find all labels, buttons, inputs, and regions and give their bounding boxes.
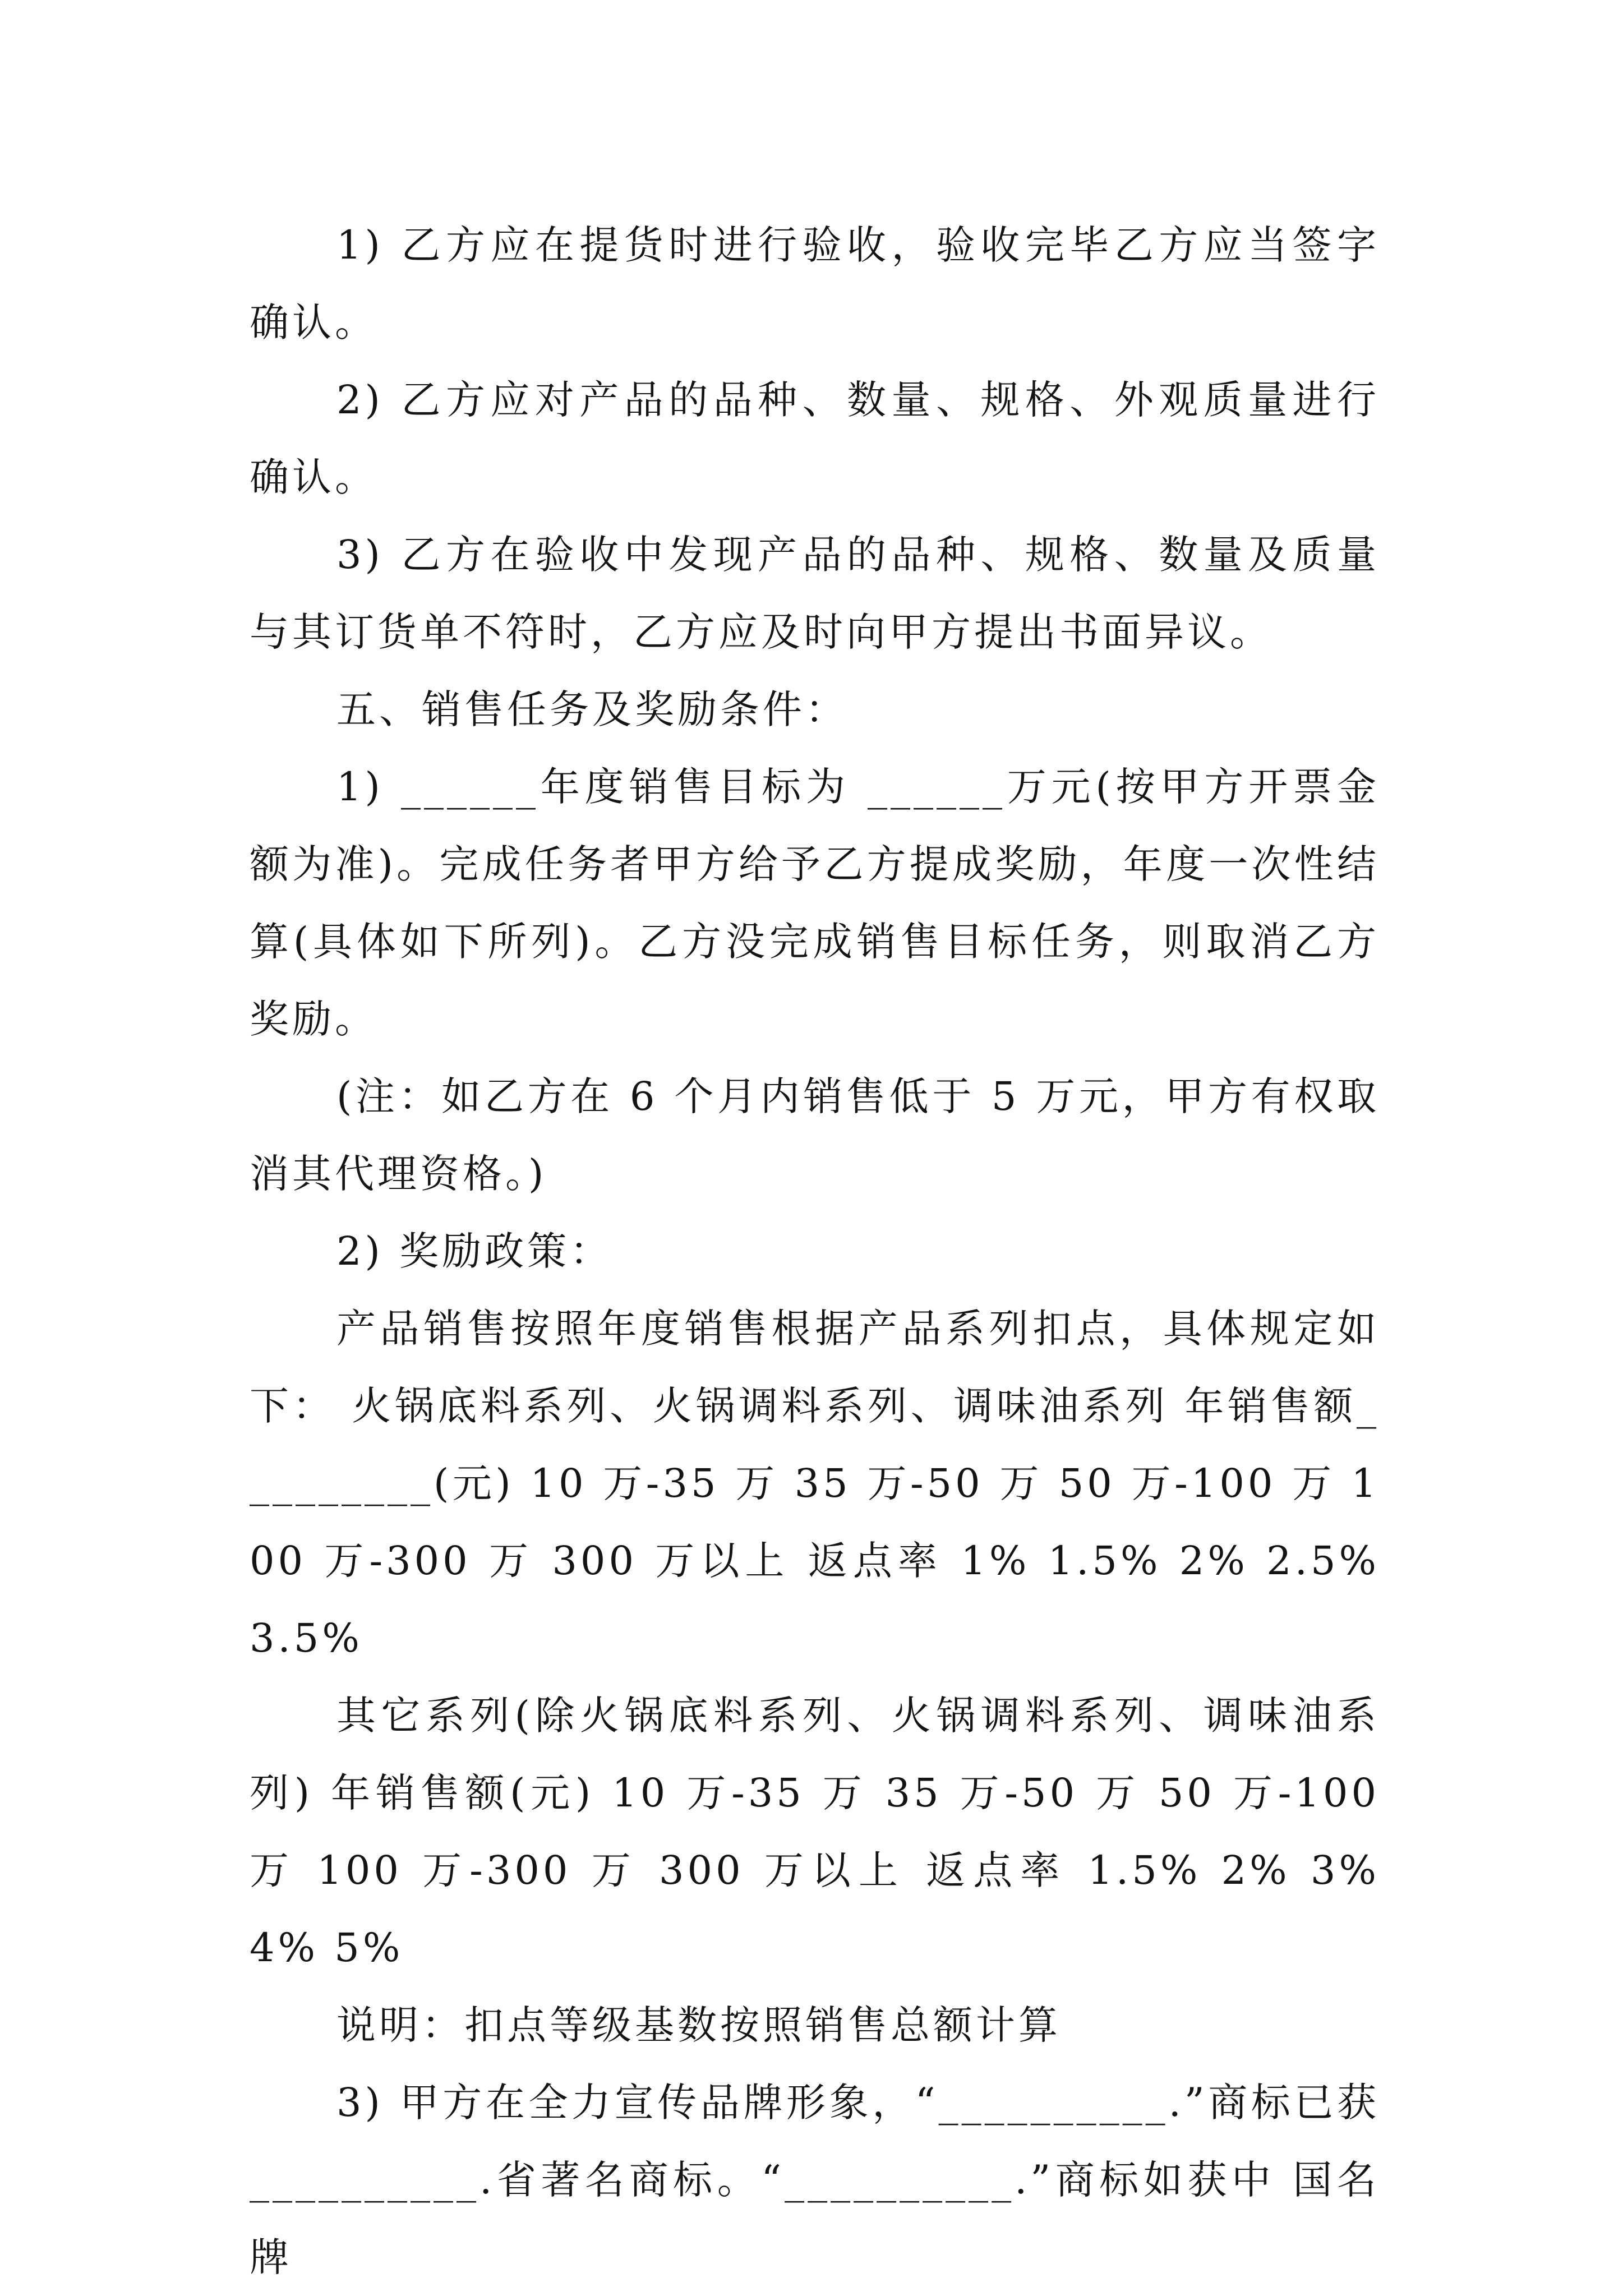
clause-paragraph: 3) 甲方在全力宣传品牌形象，“__________.”商标已获__________.省著名商标。“__________.”商标如获中 国名牌 [250, 2080, 1380, 2280]
clause-paragraph: 2) 乙方应对产品的品种、数量、规格、外观质量进行确认。 [250, 377, 1380, 500]
section-heading: 五、销售任务及奖励条件： [336, 686, 848, 732]
explanation-paragraph: 说明：扣点等级基数按照销售总额计算 [336, 2002, 1061, 2048]
policy-paragraph: 产品销售按照年度销售根据产品系列扣点，具体规定如下： 火锅底料系列、火锅调料系列、调味油系列 年销售额_________(元) 10 万-35 万 35 万-50 万 50 万-100 万 100 万-300 万 300 万以上 返点率 1% 1.5% 2% 2.5% 3.5% [250, 1306, 1380, 1661]
clause-paragraph: 1) ______年度销售目标为 ______万元(按甲方开票金额为准)。完成任务者甲方给予乙方提成奖励，年度一次性结算(具体如下所列)。乙方没完成销售目标任务，则取消乙方奖励。 [250, 764, 1380, 1042]
clause-paragraph: 1) 乙方应在提货时进行验收，验收完毕乙方应当签字确认。 [250, 222, 1380, 345]
note-paragraph: (注：如乙方在 6 个月内销售低于 5 万元，甲方有权取消其代理资格。) [250, 1073, 1380, 1197]
policy-paragraph: 其它系列(除火锅底料系列、火锅调料系列、调味油系列) 年销售额(元) 10 万-35 万 35 万-50 万 50 万-100 万 100 万-300 万 300 万以上 返点率 1.5% 2% 3% 4% 5% [250, 1693, 1380, 1971]
clause-paragraph: 2) 奖励政策： [336, 1228, 613, 1274]
clause-paragraph: 3) 乙方在验收中发现产品的品种、规格、数量及质量与其订货单不符时，乙方应及时向甲方提出书面异议。 [250, 532, 1380, 655]
document-body [250, 206, 1380, 2296]
